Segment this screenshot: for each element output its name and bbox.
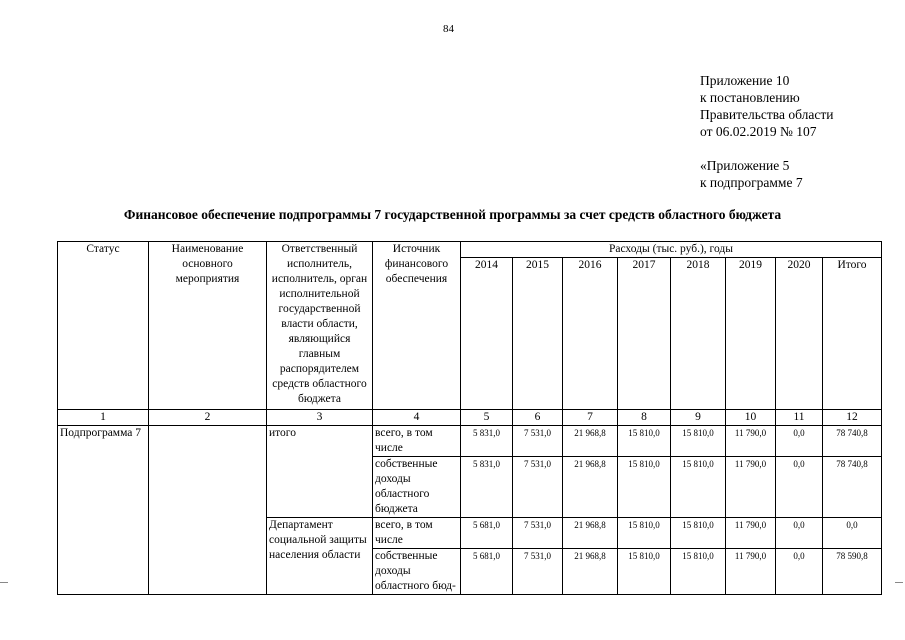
value-cell: 5 831,0: [461, 426, 513, 457]
header-status: Статус: [58, 242, 149, 410]
header-year: 2017: [618, 258, 671, 410]
column-number: 4: [373, 410, 461, 426]
value-cell: 7 531,0: [513, 518, 563, 549]
header-total: Итого: [823, 258, 882, 410]
value-cell: 15 810,0: [671, 426, 726, 457]
value-cell: 15 810,0: [671, 457, 726, 518]
header-source: Источник финансового обеспечения: [373, 242, 461, 410]
measure-cell: [149, 426, 267, 595]
scan-edge-mark: [0, 582, 8, 583]
scan-edge-mark: [895, 582, 903, 583]
header-year: 2018: [671, 258, 726, 410]
value-cell: 15 810,0: [671, 549, 726, 595]
column-number: 5: [461, 410, 513, 426]
appendix-line: «Приложение 5: [700, 158, 790, 173]
header-year: 2020: [776, 258, 823, 410]
column-number: 1: [58, 410, 149, 426]
source-cell: всего, в том числе: [373, 518, 461, 549]
value-cell: 15 810,0: [618, 457, 671, 518]
source-cell: собственные доходы областного бюджета: [373, 457, 461, 518]
header-year: 2019: [726, 258, 776, 410]
value-cell: 11 790,0: [726, 457, 776, 518]
status-cell: Подпрограмма 7: [58, 426, 149, 595]
column-number: 9: [671, 410, 726, 426]
header-year: 2015: [513, 258, 563, 410]
value-cell: 5 831,0: [461, 457, 513, 518]
header-year: 2016: [563, 258, 618, 410]
value-cell: 5 681,0: [461, 518, 513, 549]
value-cell: 0,0: [776, 457, 823, 518]
table-row: [58, 426, 882, 457]
value-cell: 5 681,0: [461, 549, 513, 595]
column-number: 12: [823, 410, 882, 426]
value-cell: 15 810,0: [618, 549, 671, 595]
executor-cell: итого: [267, 426, 373, 518]
appendix-line: Правительства области: [700, 107, 834, 122]
column-number: 8: [618, 410, 671, 426]
value-cell: 21 968,8: [563, 426, 618, 457]
header-year: 2014: [461, 258, 513, 410]
value-cell: 7 531,0: [513, 426, 563, 457]
value-cell: 0,0: [823, 518, 882, 549]
value-cell: 0,0: [776, 518, 823, 549]
value-cell: 78 740,8: [823, 426, 882, 457]
value-cell: 78 590,8: [823, 549, 882, 595]
appendix-line: к постановлению: [700, 90, 800, 105]
financing-table: [57, 241, 882, 595]
appendix-line: Приложение 10: [700, 73, 790, 88]
value-cell: 7 531,0: [513, 457, 563, 518]
header-measure: Наименование основного мероприятия: [149, 242, 267, 410]
column-number: 7: [563, 410, 618, 426]
appendix-line: от 06.02.2019 № 107: [700, 124, 817, 139]
value-cell: 11 790,0: [726, 549, 776, 595]
appendix-line: к подпрограмме 7: [700, 175, 803, 190]
value-cell: 15 810,0: [671, 518, 726, 549]
column-number: 6: [513, 410, 563, 426]
value-cell: 11 790,0: [726, 518, 776, 549]
value-cell: 15 810,0: [618, 426, 671, 457]
document-title: Финансовое обеспечение подпрограммы 7 государственной программы за счет средств областного бюджета: [123, 207, 782, 222]
appendix-header: [700, 72, 833, 191]
header-executor: Ответственный исполнитель, исполнитель, орган исполнительной государственной власти области, являющийся главным распорядителем средств областного бюджета: [267, 242, 373, 410]
value-cell: 11 790,0: [726, 426, 776, 457]
page-number: 84: [443, 23, 454, 35]
value-cell: 21 968,8: [563, 518, 618, 549]
column-number: 10: [726, 410, 776, 426]
source-cell: всего, в том числе: [373, 426, 461, 457]
header-expenses: Расходы (тыс. руб.), годы: [461, 242, 882, 258]
column-number: 11: [776, 410, 823, 426]
executor-cell: Департамент социальной защиты населения области: [267, 518, 373, 595]
column-number: 3: [267, 410, 373, 426]
value-cell: 7 531,0: [513, 549, 563, 595]
value-cell: 21 968,8: [563, 457, 618, 518]
value-cell: 0,0: [776, 549, 823, 595]
value-cell: 21 968,8: [563, 549, 618, 595]
value-cell: 0,0: [776, 426, 823, 457]
source-cell: собственные доходы областного бюд-: [373, 549, 461, 595]
value-cell: 15 810,0: [618, 518, 671, 549]
value-cell: 78 740,8: [823, 457, 882, 518]
column-number: 2: [149, 410, 267, 426]
